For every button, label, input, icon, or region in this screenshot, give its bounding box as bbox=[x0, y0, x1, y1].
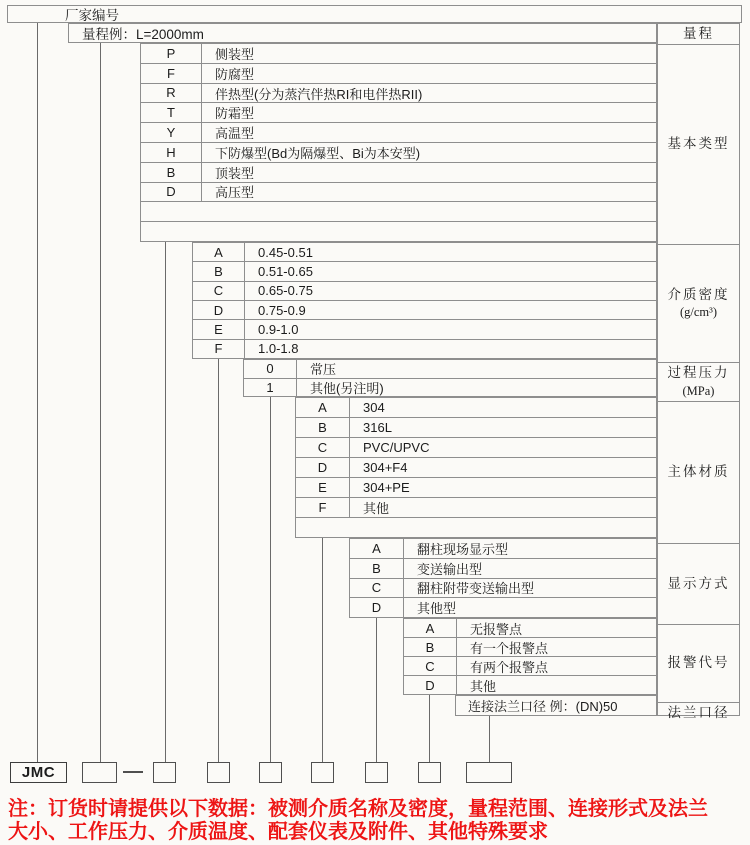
option-desc: 变送输出型 bbox=[417, 561, 483, 577]
option-row bbox=[296, 418, 656, 438]
dash-separator bbox=[123, 771, 143, 773]
connector-basic-type bbox=[165, 242, 166, 762]
category-labels bbox=[657, 23, 740, 721]
order-note-line1: 注：订货时请提供以下数据：被测介质名称及密度，量程范围、连接形式及法兰 bbox=[8, 798, 708, 820]
option-code: A bbox=[193, 243, 245, 261]
category-label-text: 显示方式 bbox=[667, 575, 730, 591]
code-box-basic-type bbox=[153, 762, 176, 783]
manufacturer-code-row bbox=[7, 5, 742, 23]
option-desc: 304 bbox=[363, 400, 385, 415]
option-desc: 高压型 bbox=[215, 185, 255, 201]
option-row bbox=[141, 143, 656, 163]
option-desc: 高温型 bbox=[215, 126, 255, 142]
category-label-display-mode bbox=[658, 544, 739, 625]
option-desc: 0.75-0.9 bbox=[258, 302, 306, 318]
connector-range bbox=[100, 43, 101, 762]
option-code: H bbox=[141, 143, 202, 162]
category-label-unit: (MPa) bbox=[682, 383, 715, 398]
option-code: C bbox=[193, 282, 245, 300]
option-row bbox=[350, 539, 656, 559]
category-label-range bbox=[658, 24, 739, 45]
option-code: R bbox=[141, 84, 202, 103]
option-desc: 翻柱现场显示型 bbox=[417, 541, 509, 557]
option-row bbox=[141, 44, 656, 64]
manufacturer-code-label: 厂家编号 bbox=[65, 8, 119, 23]
option-desc: 其他(另注明) bbox=[310, 380, 384, 396]
option-desc: 1.0-1.8 bbox=[258, 341, 299, 357]
category-label-basic-type bbox=[658, 45, 739, 245]
option-row bbox=[244, 360, 656, 379]
category-label-body-material bbox=[658, 402, 739, 544]
connector-display-mode bbox=[376, 618, 377, 762]
option-row bbox=[141, 84, 656, 104]
option-code: D bbox=[350, 598, 404, 617]
connector-manufacturer-code bbox=[37, 23, 38, 762]
option-desc-flange-size: 连接法兰口径 例：(DN)50 bbox=[468, 699, 618, 714]
category-label-text: 量程 bbox=[683, 25, 714, 41]
connector-process-pressure bbox=[270, 397, 271, 762]
range-label: 量程例：L=2000mm bbox=[82, 27, 204, 42]
category-label-text: 报警代号 bbox=[667, 655, 730, 671]
option-code: A bbox=[350, 539, 404, 558]
option-code: B bbox=[350, 559, 404, 578]
option-code: E bbox=[193, 320, 245, 338]
option-code: D bbox=[193, 301, 245, 319]
code-box-alarm-code bbox=[418, 762, 441, 783]
option-code: 1 bbox=[244, 379, 297, 397]
option-row bbox=[193, 340, 656, 358]
option-code: F bbox=[141, 64, 202, 83]
order-note-line2: 大小、工作压力、介质温度、配套仪表及附件、其他特殊要求 bbox=[8, 821, 548, 843]
option-desc: 侧装型 bbox=[215, 46, 255, 62]
model-prefix-label: JMC bbox=[21, 764, 56, 781]
section-basic-type bbox=[140, 43, 657, 242]
option-desc: 伴热型(分为蒸汽伴热RI和电伴热RII) bbox=[215, 86, 423, 102]
option-desc: 0.45-0.51 bbox=[258, 244, 313, 260]
option-row bbox=[296, 458, 656, 478]
option-row bbox=[296, 398, 656, 418]
option-desc: 防霜型 bbox=[215, 106, 255, 122]
option-row bbox=[404, 657, 656, 676]
option-desc: 304+PE bbox=[363, 480, 410, 495]
section-medium-density bbox=[192, 242, 657, 359]
option-desc: 下防爆型(Bd为隔爆型、Bi为本安型) bbox=[215, 145, 421, 161]
option-code: B bbox=[193, 262, 245, 280]
option-row bbox=[193, 301, 656, 320]
category-label-text: 主体材质 bbox=[667, 464, 730, 480]
connector-medium-density bbox=[218, 359, 219, 762]
option-desc: PVC/UPVC bbox=[363, 440, 430, 455]
section-display-mode bbox=[349, 538, 657, 618]
code-box-body-material bbox=[311, 762, 334, 783]
connector-flange-size bbox=[489, 716, 490, 762]
option-code: E bbox=[296, 478, 350, 497]
option-row bbox=[141, 183, 656, 203]
section-process-pressure bbox=[243, 359, 657, 397]
model-prefix-box bbox=[10, 762, 67, 783]
option-desc: 0.9-1.0 bbox=[258, 321, 299, 337]
code-box-medium-density bbox=[207, 762, 230, 783]
connector-body-material bbox=[322, 538, 323, 762]
category-label-text: 介质密度 bbox=[667, 286, 730, 302]
option-desc: 0.65-0.75 bbox=[258, 283, 313, 299]
option-row bbox=[404, 619, 656, 638]
option-desc: 其他 bbox=[363, 501, 390, 516]
category-label-medium-density bbox=[658, 245, 739, 363]
category-label-alarm-code bbox=[658, 625, 739, 703]
option-code: B bbox=[404, 638, 457, 656]
option-code: B bbox=[141, 163, 202, 182]
option-row bbox=[193, 320, 656, 339]
category-label-text: 基本类型 bbox=[667, 136, 730, 152]
code-box-display-mode bbox=[365, 762, 388, 783]
option-row-empty bbox=[296, 518, 656, 537]
option-desc: 翻柱附带变送输出型 bbox=[417, 581, 535, 597]
option-row bbox=[404, 676, 656, 694]
option-code: D bbox=[296, 458, 350, 477]
option-desc: 316L bbox=[363, 420, 392, 435]
option-code: D bbox=[141, 183, 202, 202]
option-desc: 其他型 bbox=[417, 601, 457, 617]
category-label-unit: (g/cm³) bbox=[679, 305, 718, 320]
option-desc: 常压 bbox=[310, 362, 337, 378]
option-row bbox=[296, 498, 656, 518]
option-row bbox=[193, 282, 656, 301]
option-code: F bbox=[193, 340, 245, 358]
option-code: T bbox=[141, 103, 202, 122]
option-code: 0 bbox=[244, 360, 297, 378]
category-label-text: 过程压力 bbox=[667, 365, 730, 381]
code-box-process-pressure bbox=[259, 762, 282, 783]
code-box-flange-size bbox=[466, 762, 512, 783]
category-label-text: 法兰口径 bbox=[667, 705, 730, 721]
option-row-empty bbox=[141, 222, 656, 241]
section-body-material bbox=[295, 397, 657, 538]
option-row bbox=[404, 638, 656, 657]
option-row bbox=[350, 559, 656, 579]
option-code: F bbox=[296, 498, 350, 517]
option-desc: 防腐型 bbox=[215, 66, 255, 82]
option-code: C bbox=[404, 657, 457, 675]
option-code: C bbox=[350, 579, 404, 598]
option-desc: 0.51-0.65 bbox=[258, 263, 313, 279]
option-row bbox=[141, 64, 656, 84]
option-row bbox=[296, 478, 656, 498]
option-row bbox=[193, 243, 656, 262]
option-desc: 有一个报警点 bbox=[470, 640, 549, 656]
option-row bbox=[244, 379, 656, 397]
section-flange-size bbox=[455, 695, 657, 716]
option-row-empty bbox=[141, 202, 656, 222]
connector-alarm-code bbox=[429, 695, 430, 762]
option-code: B bbox=[296, 418, 350, 437]
option-desc: 有两个报警点 bbox=[470, 659, 549, 675]
section-alarm-code bbox=[403, 618, 657, 695]
option-code: A bbox=[296, 398, 350, 417]
code-box-range bbox=[82, 762, 117, 783]
option-code: P bbox=[141, 44, 202, 63]
option-desc: 304+F4 bbox=[363, 460, 408, 475]
option-code: C bbox=[296, 438, 350, 457]
option-row bbox=[141, 163, 656, 183]
option-row bbox=[141, 123, 656, 143]
option-desc: 顶装型 bbox=[215, 165, 255, 181]
option-row bbox=[296, 438, 656, 458]
option-desc: 其他 bbox=[470, 678, 497, 694]
category-label-flange-size bbox=[658, 703, 739, 724]
order-note bbox=[8, 798, 748, 844]
option-row bbox=[350, 598, 656, 617]
option-code: D bbox=[404, 676, 457, 694]
option-code: A bbox=[404, 619, 457, 637]
category-label-process-pressure bbox=[658, 363, 739, 402]
option-desc: 无报警点 bbox=[470, 621, 523, 637]
option-code: Y bbox=[141, 123, 202, 142]
option-row bbox=[193, 262, 656, 281]
option-row bbox=[141, 103, 656, 123]
option-row bbox=[350, 579, 656, 599]
range-row bbox=[68, 23, 657, 43]
